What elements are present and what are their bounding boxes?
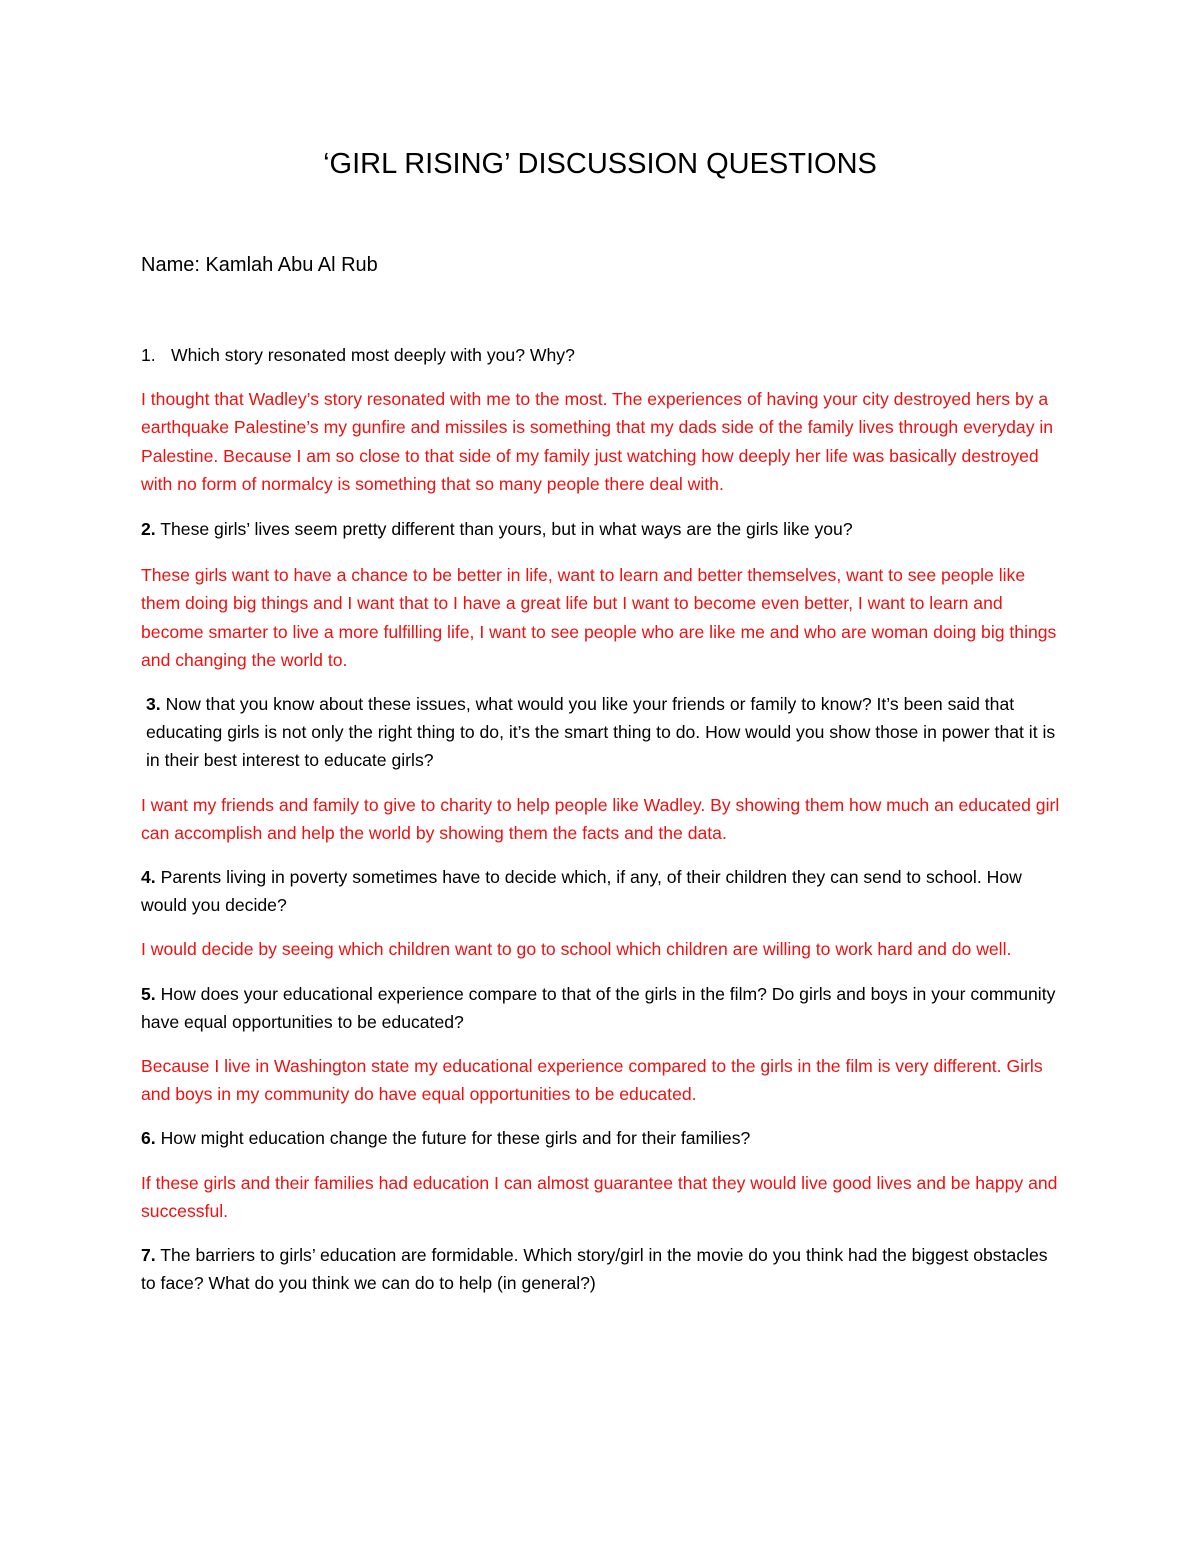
student-name-line: [141, 250, 378, 280]
question-number: 7.: [141, 1245, 156, 1266]
question-7: [141, 1241, 1066, 1297]
name-value: Kamlah Abu Al Rub: [205, 254, 378, 276]
question-4: [141, 863, 1066, 919]
document-title: ‘GIRL RISING’ DISCUSSION QUESTIONS: [323, 148, 877, 180]
answer-2: These girls want to have a chance to be better in life, want to learn and better themselves, want to see people like them doing big things and I want that to I have a great life but I want to become even better, I want to learn and become smarter to live a more fulfilling life, I want to see people who are like me and who are woman doing big things and changing the world to.: [141, 565, 1057, 670]
question-text: These girls’ lives seem pretty different than yours, but in what ways are the girls like you?: [160, 519, 853, 540]
questions-list: [141, 339, 1066, 1297]
answer-6: If these girls and their families had education I can almost guarantee that they would live good lives and be happy and successful.: [141, 1172, 1058, 1221]
question-number: 2.: [141, 519, 156, 540]
question-6: [141, 1124, 1066, 1152]
question-text: Which story resonated most deeply with you? Why?: [171, 345, 575, 365]
question-2: [141, 515, 1066, 543]
question-number: 6.: [141, 1128, 156, 1149]
question-5: [141, 980, 1066, 1036]
question-text: How might education change the future for these girls and for their families?: [160, 1128, 751, 1149]
question-number: 1.: [141, 345, 156, 365]
question-text: Parents living in poverty sometimes have to decide which, if any, of their children they can send to school. How would you decide?: [141, 867, 1022, 916]
question-text: Now that you know about these issues, what would you like your friends or family to know? It’s been said that educating girls is not only the right thing to do, it’s the smart thing to do. How would you show those in power that it is in their best interest to educate girls?: [146, 694, 1056, 771]
question-text: The barriers to girls’ education are formidable. Which story/girl in the movie do you think had the biggest obstacles to face? What do you think we can do to help (in general?): [141, 1245, 1048, 1294]
answer-5: Because I live in Washington state my educational experience compared to the girls in the film is very different. Girls and boys in my community do have equal opportunities to be educated.: [141, 1056, 1043, 1105]
question-3: [141, 690, 1066, 775]
answer-1: I thought that Wadley’s story resonated with me to the most. The experiences of having your city destroyed hers by a earthquake Palestine’s my gunfire and missiles is something that my dads side of the family lives through everyday in Palestine. Because I am so close to that side of my family just watching how deeply her life was basically destroyed with no form of normalcy is something that so many people there deal with.: [141, 389, 1054, 494]
question-number: 4.: [141, 867, 156, 888]
question-number: 3.: [146, 694, 161, 715]
name-label: Name:: [141, 254, 200, 276]
answer-4: I would decide by seeing which children want to go to school which children are willing to work hard and do well.: [141, 939, 1012, 960]
question-1: [141, 341, 1066, 369]
question-text: How does your educational experience compare to that of the girls in the film? Do girls and boys in your community have equal opportunities to be educated?: [141, 983, 1056, 1032]
answer-3: I want my friends and family to give to charity to help people like Wadley. By showing them how much an educated girl can accomplish and help the world by showing them the facts and the data.: [141, 794, 1060, 843]
question-number: 5.: [141, 983, 156, 1004]
